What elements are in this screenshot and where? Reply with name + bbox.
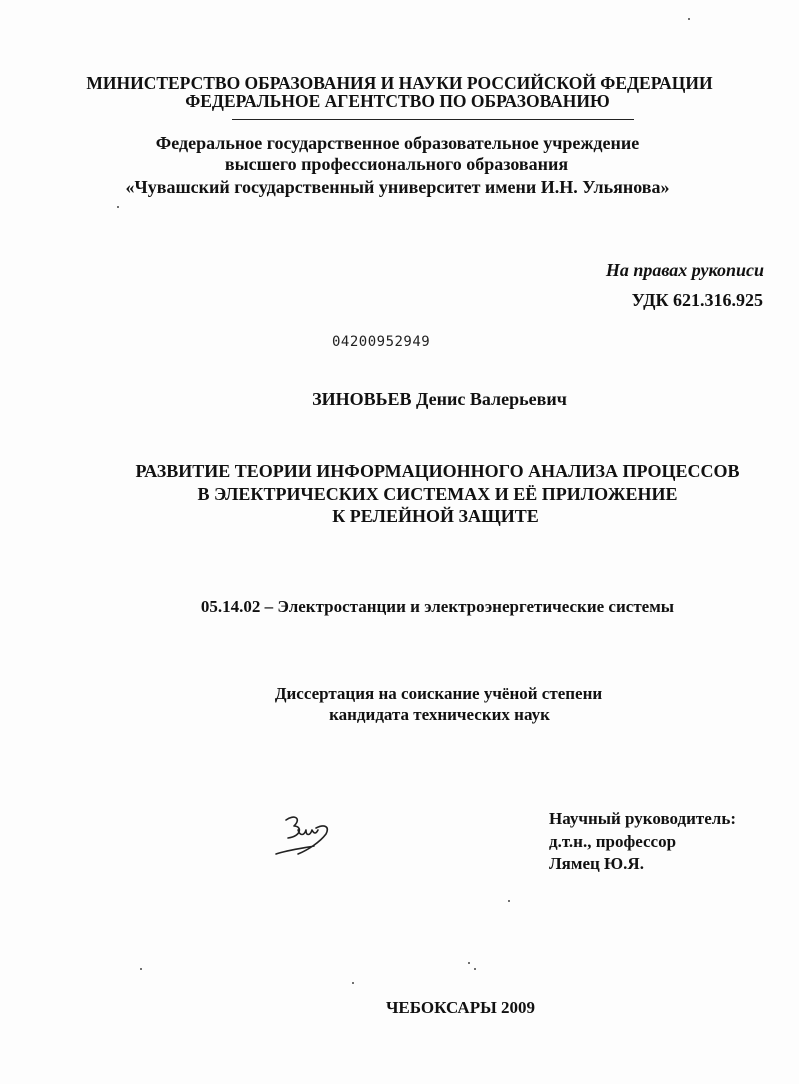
title-line-1: РАЗВИТИЕ ТЕОРИИ ИНФОРМАЦИОННОГО АНАЛИЗА ПРОЦЕССОВ [135, 461, 740, 481]
supervisor-rank: д.т.н., профессор [549, 832, 677, 851]
scan-speck [468, 962, 470, 964]
scan-speck [352, 982, 354, 984]
manuscript-rights: На правах рукописи [605, 260, 764, 280]
author-name: ЗИНОВЬЕВ Денис Валерьевич [312, 389, 567, 409]
udc-code: УДК 621.316.925 [631, 290, 763, 310]
scan-speck [474, 968, 476, 970]
scan-speck [508, 900, 510, 902]
title-line-3: К РЕЛЕЙНОЙ ЗАЩИТЕ [332, 506, 539, 526]
ministry-heading: МИНИСТЕРСТВО ОБРАЗОВАНИЯ И НАУКИ РОССИЙСКОЙ ФЕДЕРАЦИИ [86, 73, 713, 93]
degree-line-1: Диссертация на соискание учёной степени [274, 684, 603, 703]
institution-line-2: высшего профессионального образования [224, 154, 569, 174]
title-line-2: В ЭЛЕКТРИЧЕСКИХ СИСТЕМАХ И ЕЁ ПРИЛОЖЕНИЕ [197, 484, 678, 504]
city-and-year: ЧЕБОКСАРЫ 2009 [385, 998, 536, 1017]
header-divider [232, 119, 634, 120]
institution-line-3: «Чувашский государственный университет имени И.Н. Ульянова» [125, 177, 670, 197]
handwritten-signature-icon [268, 808, 338, 864]
archive-barcode-number: 04200952949 [332, 334, 431, 350]
scan-speck [117, 206, 119, 208]
institution-line-1: Федеральное государственное образовательное учреждение [155, 133, 640, 153]
specialty-code: 05.14.02 – Электростанции и электроэнергетические системы [200, 597, 675, 616]
scan-speck [688, 18, 690, 20]
supervisor-label: Научный руководитель: [549, 809, 736, 828]
agency-heading: ФЕДЕРАЛЬНОЕ АГЕНТСТВО ПО ОБРАЗОВАНИЮ [185, 91, 610, 111]
scan-speck [140, 968, 142, 970]
degree-line-2: кандидата технических наук [329, 705, 550, 724]
supervisor-name: Лямец Ю.Я. [549, 854, 644, 873]
